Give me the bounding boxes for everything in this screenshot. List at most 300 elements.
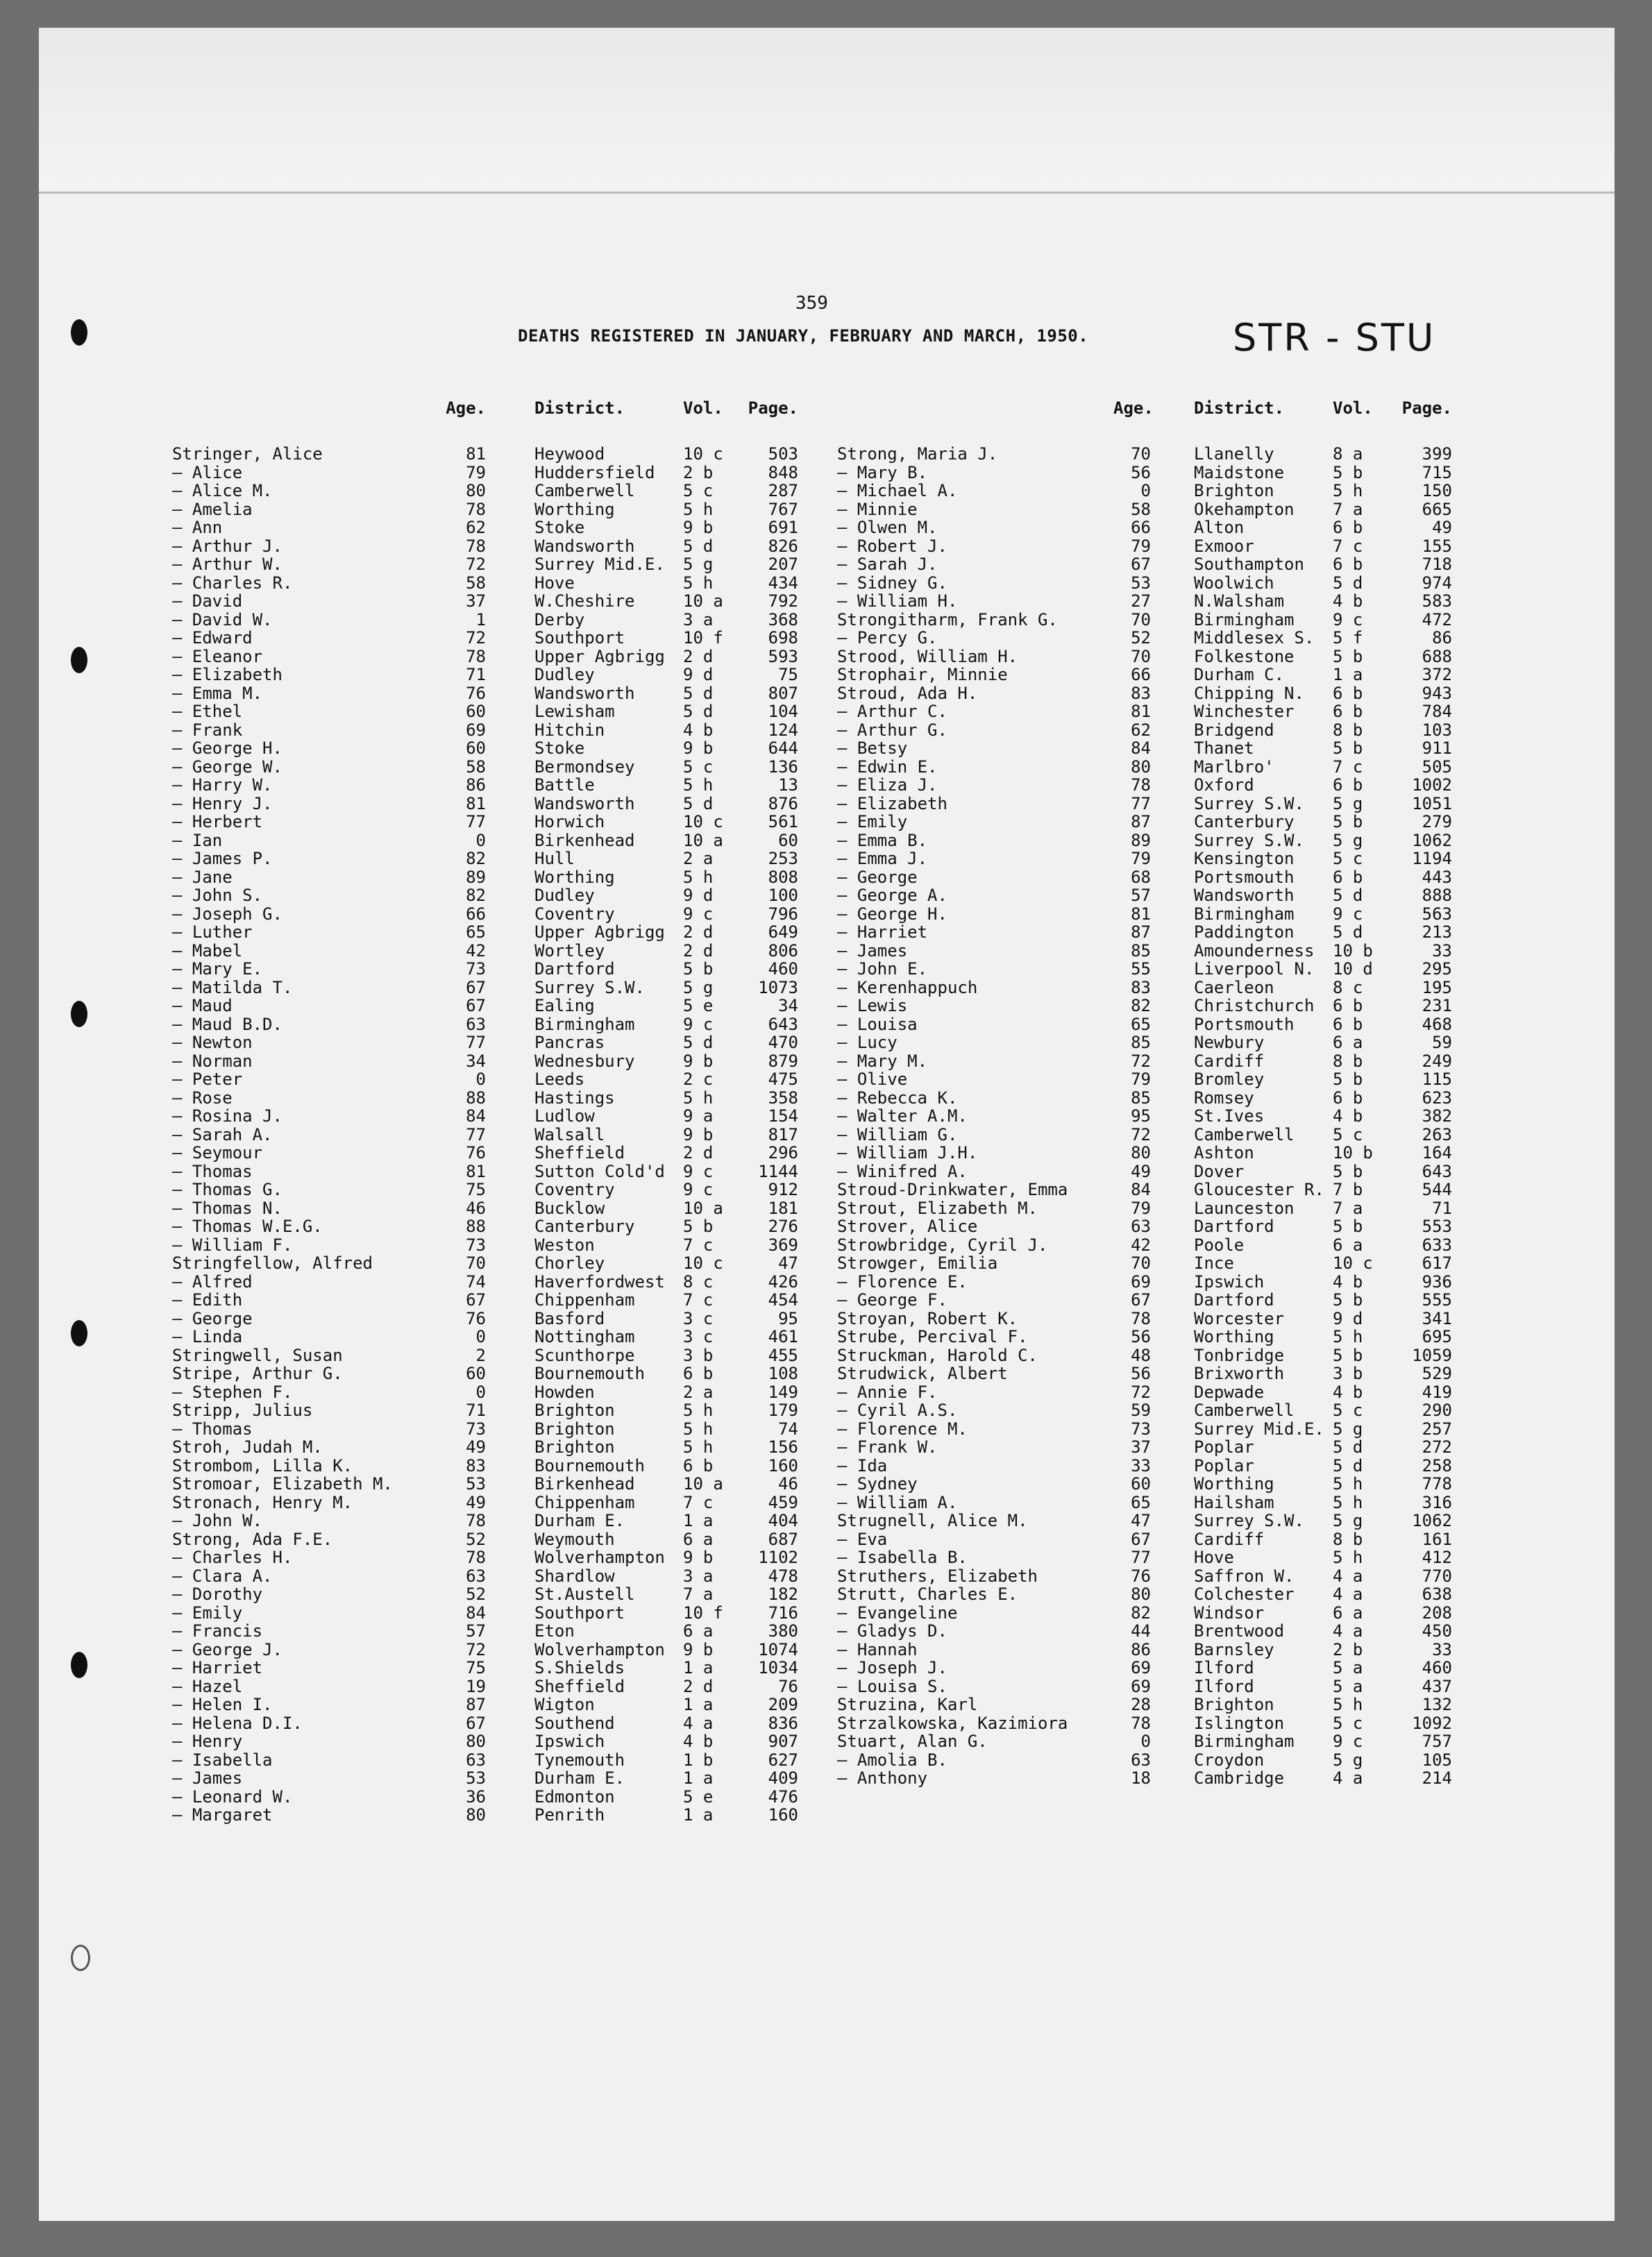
register-entry: [172, 1143, 804, 1162]
entry-page: 103: [1422, 720, 1452, 740]
entry-page: 468: [1422, 1014, 1452, 1034]
entry-age: 69: [1131, 1271, 1151, 1292]
register-entry: [172, 1621, 804, 1640]
entry-district: Okehampton: [1194, 499, 1295, 519]
register-entry: [172, 1346, 804, 1364]
register-entry: [837, 738, 1462, 757]
entry-name: — Mary M.: [837, 1051, 928, 1071]
entry-district: Saffron W.: [1194, 1566, 1295, 1586]
register-entry: [837, 1217, 1462, 1235]
entry-district: Basford: [534, 1308, 605, 1328]
entry-vol: 6 b: [1333, 702, 1363, 721]
entry-age: 84: [466, 1106, 486, 1126]
entry-page: 876: [768, 793, 798, 813]
entry-age: 79: [1131, 1198, 1151, 1218]
entry-age: 53: [466, 1768, 486, 1788]
register-entry: [837, 1640, 1462, 1659]
entry-page: 593: [768, 646, 798, 666]
entry-name: — Eliza J.: [837, 775, 938, 795]
entry-page: 207: [768, 555, 798, 574]
entry-name: — Emma B.: [837, 830, 928, 850]
entry-age: 78: [466, 1548, 486, 1567]
entry-page: 60: [778, 830, 798, 850]
entry-district: Surrey S.W.: [1194, 830, 1304, 850]
register-entry: [172, 1437, 804, 1456]
register-entry: [172, 1106, 804, 1125]
entry-age: 85: [1131, 940, 1151, 961]
register-entry: [837, 978, 1462, 997]
entry-name: — William A.: [837, 1492, 958, 1512]
entry-district: Bucklow: [534, 1198, 605, 1218]
left-column: [172, 398, 804, 1824]
entry-district: Sheffield: [534, 1143, 625, 1163]
entry-age: 79: [466, 462, 486, 482]
entry-page: 778: [1422, 1474, 1452, 1494]
entry-district: Chippenham: [534, 1492, 635, 1512]
entry-name: Strube, Percival F.: [837, 1327, 1028, 1346]
entry-age: 63: [1131, 1217, 1151, 1236]
entry-name: — Sarah A.: [172, 1124, 273, 1144]
entry-vol: 5 e: [683, 996, 714, 1015]
entry-page: 529: [1422, 1364, 1452, 1383]
entry-vol: 7 c: [683, 1290, 714, 1310]
entry-name: — Thomas G.: [172, 1180, 283, 1199]
entry-district: Paddington: [1194, 922, 1295, 942]
entry-district: Walsall: [534, 1124, 605, 1144]
entry-vol: 8 c: [683, 1271, 714, 1292]
entry-vol: 10 b: [1333, 1143, 1373, 1163]
entry-vol: 3 c: [683, 1308, 714, 1328]
entry-district: Camberwell: [1194, 1401, 1295, 1420]
entry-age: 71: [466, 665, 486, 684]
entry-district: Surrey S.W.: [1194, 1511, 1304, 1530]
entry-page: 358: [768, 1088, 798, 1108]
entry-vol: 5 d: [1333, 886, 1363, 905]
entry-district: Brighton: [1194, 481, 1274, 500]
entry-name: — Charles R.: [172, 573, 293, 593]
entry-page: 150: [1422, 481, 1452, 500]
entry-vol: 5 h: [683, 573, 714, 593]
register-entry: [837, 647, 1462, 666]
entry-page: 33: [1432, 940, 1452, 961]
register-entry: [837, 1530, 1462, 1548]
entry-vol: 5 g: [1333, 793, 1363, 813]
register-entry: [172, 463, 804, 482]
register-entry: [837, 610, 1462, 629]
entry-page: 470: [768, 1033, 798, 1052]
entry-age: 81: [466, 444, 486, 464]
register-entry: [172, 738, 804, 757]
register-entry: [837, 463, 1462, 482]
entry-age: 60: [466, 1364, 486, 1383]
entry-district: Chippenham: [534, 1290, 635, 1310]
register-entry: [172, 1714, 804, 1732]
entry-name: — Sydney: [837, 1474, 918, 1494]
entry-name: — Maud B.D.: [172, 1014, 283, 1034]
entry-vol: 10 d: [1333, 959, 1373, 979]
entry-vol: 2 d: [683, 1676, 714, 1696]
entry-district: N.Walsham: [1194, 591, 1285, 611]
entry-name: Struzina, Karl: [837, 1695, 978, 1714]
entry-district: Ilford: [1194, 1658, 1254, 1677]
entry-vol: 5 g: [1333, 830, 1363, 850]
entry-name: — Edith: [172, 1290, 243, 1310]
entry-vol: 7 a: [1333, 499, 1363, 519]
column-headers: [837, 398, 1462, 444]
entry-page: 912: [768, 1180, 798, 1199]
entry-district: Poplar: [1194, 1455, 1254, 1476]
entry-page: 1062: [1412, 1511, 1452, 1530]
entry-vol: 3 b: [1333, 1364, 1363, 1383]
entry-vol: 5 b: [1333, 812, 1363, 831]
entry-district: Penrith: [534, 1805, 605, 1825]
entry-page: 784: [1422, 702, 1452, 721]
entry-age: 87: [466, 1695, 486, 1714]
entry-name: — Helen I.: [172, 1695, 273, 1714]
entry-page: 276: [768, 1217, 798, 1236]
entry-page: 1074: [758, 1639, 798, 1659]
entry-name: Stroh, Judah M.: [172, 1437, 323, 1457]
entry-district: Brighton: [534, 1419, 615, 1439]
entry-name: — Eva: [837, 1529, 888, 1549]
entry-age: 0: [475, 830, 486, 850]
entry-name: — Peter: [172, 1070, 243, 1089]
entry-page: 757: [1422, 1732, 1452, 1751]
register-entry: [837, 628, 1462, 647]
entry-name: — Emma J.: [837, 849, 928, 868]
entry-age: 69: [1131, 1676, 1151, 1696]
entry-age: 84: [1131, 738, 1151, 758]
entry-page: 105: [1422, 1750, 1452, 1770]
entry-district: Southend: [534, 1713, 615, 1733]
register-entry: [837, 1383, 1462, 1401]
header-age: Age.: [1113, 398, 1154, 418]
entry-page: 443: [1422, 867, 1452, 887]
entry-vol: 5 b: [1333, 1290, 1363, 1310]
surname-range: STR - STU: [1233, 316, 1436, 360]
entry-district: Wandsworth: [534, 683, 635, 703]
entry-district: Brighton: [534, 1437, 615, 1457]
entry-age: 79: [1131, 1070, 1151, 1089]
entry-vol: 5 h: [1333, 1492, 1363, 1512]
entry-age: 69: [466, 720, 486, 740]
entry-district: Middlesex S.: [1194, 628, 1315, 648]
entry-age: 87: [1131, 922, 1151, 942]
entry-page: 155: [1422, 536, 1452, 556]
entry-age: 72: [466, 628, 486, 648]
entry-page: 231: [1422, 996, 1452, 1015]
entry-page: 583: [1422, 591, 1452, 611]
entry-vol: 10 c: [683, 444, 723, 464]
right-column: [837, 398, 1462, 1787]
register-entry: [172, 1015, 804, 1033]
entry-age: 70: [466, 1253, 486, 1273]
entry-page: 369: [768, 1235, 798, 1255]
entry-name: — Kerenhappuch: [837, 977, 978, 997]
entry-age: 56: [1131, 1364, 1151, 1383]
entry-vol: 6 b: [1333, 996, 1363, 1015]
entry-age: 81: [1131, 702, 1151, 721]
entry-vol: 8 a: [1333, 444, 1363, 464]
register-entry: [172, 941, 804, 960]
entry-vol: 2 d: [683, 922, 714, 942]
entry-vol: 9 b: [683, 518, 714, 537]
entry-name: — Linda: [172, 1327, 243, 1346]
entry-vol: 4 b: [683, 720, 714, 740]
entry-district: Worthing: [534, 499, 615, 519]
entry-age: 60: [466, 738, 486, 758]
entry-district: Upper Agbrigg: [534, 922, 665, 942]
entry-page: 1194: [1412, 849, 1452, 868]
entry-name: Stroud-Drinkwater, Emma: [837, 1180, 1068, 1199]
entry-age: 44: [1131, 1621, 1151, 1641]
entry-district: Surrey S.W.: [534, 977, 645, 997]
entry-page: 688: [1422, 646, 1452, 666]
entry-vol: 5 d: [683, 1033, 714, 1052]
entry-vol: 10 a: [683, 591, 723, 611]
entry-district: Bromley: [1194, 1070, 1265, 1089]
entry-age: 85: [1131, 1033, 1151, 1052]
entry-vol: 10 a: [683, 830, 723, 850]
entry-page: 181: [768, 1198, 798, 1218]
entry-name: — Evangeline: [837, 1603, 958, 1623]
entry-district: Sheffield: [534, 1676, 625, 1696]
entry-vol: 2 b: [683, 462, 714, 482]
entry-vol: 9 d: [1333, 1308, 1363, 1328]
entry-vol: 6 a: [1333, 1603, 1363, 1623]
entry-name: — Harriet: [172, 1658, 263, 1677]
punch-hole: [71, 1320, 87, 1346]
entry-page: 544: [1422, 1180, 1452, 1199]
entry-vol: 5 b: [1333, 1070, 1363, 1089]
entry-page: 179: [768, 1401, 798, 1420]
entry-name: — Elizabeth: [172, 665, 283, 684]
entry-age: 80: [466, 1732, 486, 1751]
entry-age: 78: [466, 499, 486, 519]
entry-page: 209: [768, 1695, 798, 1714]
register-entry: [172, 1640, 804, 1659]
entry-vol: 5 b: [1333, 646, 1363, 666]
entry-vol: 5 h: [1333, 1474, 1363, 1494]
entry-page: 95: [778, 1308, 798, 1328]
entry-district: Surrey Mid.E.: [534, 555, 665, 574]
entry-vol: 3 b: [683, 1345, 714, 1365]
entry-age: 78: [466, 646, 486, 666]
entry-district: Sutton Cold'd: [534, 1161, 665, 1181]
entry-page: 59: [1432, 1033, 1452, 1052]
entry-name: Stronach, Henry M.: [172, 1492, 353, 1512]
register-entry: [172, 555, 804, 573]
entry-age: 95: [1131, 1106, 1151, 1126]
register-entry: [837, 849, 1462, 868]
entry-vol: 6 b: [1333, 1088, 1363, 1108]
entry-district: Hove: [1194, 1548, 1234, 1567]
entry-name: — Edward: [172, 628, 253, 648]
entry-page: 848: [768, 462, 798, 482]
entry-vol: 7 a: [683, 1584, 714, 1604]
entry-name: — Maud: [172, 996, 233, 1015]
register-entry: [837, 1180, 1462, 1199]
register-entry: [837, 665, 1462, 684]
entry-district: Wednesbury: [534, 1051, 635, 1071]
register-entry: [837, 1732, 1462, 1750]
entry-age: 33: [1131, 1455, 1151, 1476]
entry-name: — George H.: [172, 738, 283, 758]
entry-district: Portsmouth: [1194, 1014, 1295, 1034]
register-entry: [172, 1364, 804, 1383]
register-entry: [172, 1290, 804, 1309]
header-district: District.: [1194, 398, 1285, 418]
entry-page: 687: [768, 1529, 798, 1549]
entry-vol: 10 b: [1333, 940, 1373, 961]
entry-page: 47: [778, 1253, 798, 1273]
register-page: [39, 28, 1615, 2221]
entry-vol: 4 a: [1333, 1584, 1363, 1604]
entry-vol: 6 b: [1333, 1014, 1363, 1034]
entry-page: 426: [768, 1271, 798, 1292]
entry-age: 81: [466, 1161, 486, 1181]
entry-age: 76: [1131, 1566, 1151, 1586]
entry-district: Battle: [534, 775, 595, 795]
entry-vol: 10 c: [683, 812, 723, 831]
entry-district: Worthing: [534, 867, 615, 887]
entry-district: Camberwell: [1194, 1124, 1295, 1144]
entry-district: Coventry: [534, 1180, 615, 1199]
entry-district: Nottingham: [534, 1327, 635, 1346]
entry-age: 73: [466, 1235, 486, 1255]
register-entry: [837, 1272, 1462, 1291]
entry-page: 665: [1422, 499, 1452, 519]
entry-page: 475: [768, 1070, 798, 1089]
entry-page: 836: [768, 1713, 798, 1733]
entry-age: 67: [1131, 555, 1151, 574]
entry-page: 792: [768, 591, 798, 611]
header-district: District.: [534, 398, 625, 418]
entry-age: 58: [466, 756, 486, 777]
register-entry: [837, 1566, 1462, 1585]
entry-district: Stoke: [534, 518, 585, 537]
entry-name: — Arthur J.: [172, 536, 283, 556]
entry-name: — Hannah: [837, 1639, 918, 1659]
entry-district: Woolwich: [1194, 573, 1274, 593]
entry-vol: 6 b: [1333, 555, 1363, 574]
entry-name: — Olive: [837, 1070, 908, 1089]
register-entry: [172, 1327, 804, 1346]
register-entry: [172, 1125, 804, 1144]
entry-name: — James: [172, 1768, 243, 1788]
register-entry: [172, 1695, 804, 1714]
entry-name: Strophair, Minnie: [837, 665, 1008, 684]
entry-page: 907: [768, 1732, 798, 1751]
entry-name: — William H.: [837, 591, 958, 611]
entry-name: — Lewis: [837, 996, 908, 1015]
entry-age: 36: [466, 1786, 486, 1807]
entry-age: 84: [1131, 1180, 1151, 1199]
entry-district: Depwade: [1194, 1382, 1265, 1402]
register-entry: [172, 1732, 804, 1750]
entry-name: Strowger, Emilia: [837, 1253, 998, 1273]
entry-age: 76: [466, 1143, 486, 1163]
entry-name: — Winifred A.: [837, 1161, 968, 1181]
entry-name: — Louisa S.: [837, 1676, 947, 1696]
entry-page: 154: [768, 1106, 798, 1126]
entry-page: 770: [1422, 1566, 1452, 1586]
register-entry: [837, 500, 1462, 518]
entry-name: — Arthur G.: [837, 720, 947, 740]
entry-district: Eton: [534, 1621, 575, 1641]
entry-page: 1062: [1412, 830, 1452, 850]
entry-vol: 5 c: [683, 756, 714, 777]
entry-vol: 5 g: [683, 555, 714, 574]
entry-name: — Thomas: [172, 1419, 253, 1439]
register-entry: [837, 1309, 1462, 1328]
scan-top-band: [39, 28, 1615, 194]
entry-age: 52: [466, 1529, 486, 1549]
entry-vol: 5 e: [683, 1786, 714, 1807]
entry-vol: 5 b: [1333, 462, 1363, 482]
entry-page: 796: [768, 904, 798, 924]
register-entry: [172, 959, 804, 978]
register-entry: [837, 1677, 1462, 1696]
entry-name: — Thomas: [172, 1161, 253, 1181]
entry-name: — Isabella: [172, 1750, 273, 1770]
entry-age: 72: [1131, 1124, 1151, 1144]
entry-age: 62: [466, 518, 486, 537]
punch-hole: [71, 319, 87, 346]
entry-vol: 5 d: [1333, 1437, 1363, 1457]
entry-district: Pancras: [534, 1033, 605, 1052]
register-entry: [172, 500, 804, 518]
register-entry: [172, 1180, 804, 1199]
punch-hole: [71, 647, 87, 673]
entry-age: 67: [1131, 1529, 1151, 1549]
entry-page: 555: [1422, 1290, 1452, 1310]
entry-age: 76: [466, 683, 486, 703]
entry-vol: 2 a: [683, 849, 714, 868]
register-entry: [837, 831, 1462, 849]
entry-name: — Walter A.M.: [837, 1106, 968, 1126]
entry-age: 42: [466, 940, 486, 961]
entry-page: 716: [768, 1603, 798, 1623]
entry-vol: 5 a: [1333, 1676, 1363, 1696]
entry-name: — Rebecca K.: [837, 1088, 958, 1108]
entry-district: Heywood: [534, 444, 605, 464]
entry-vol: 10 a: [683, 1198, 723, 1218]
entry-page: 460: [1422, 1658, 1452, 1677]
entry-name: — Gladys D.: [837, 1621, 947, 1641]
entry-district: Durham E.: [534, 1768, 625, 1788]
entry-age: 65: [466, 922, 486, 942]
entry-age: 56: [1131, 1327, 1151, 1346]
entry-district: Oxford: [1194, 775, 1254, 795]
register-entry: [837, 1401, 1462, 1419]
entry-district: Stoke: [534, 738, 585, 758]
entry-page: 644: [768, 738, 798, 758]
entry-page: 316: [1422, 1492, 1452, 1512]
entry-age: 66: [1131, 518, 1151, 537]
entry-district: St.Ives: [1194, 1106, 1265, 1126]
entry-age: 58: [466, 573, 486, 593]
entry-age: 80: [1131, 756, 1151, 777]
entry-district: Weymouth: [534, 1529, 615, 1549]
entry-age: 70: [1131, 609, 1151, 629]
entry-age: 72: [466, 555, 486, 574]
register-entry: [172, 1677, 804, 1696]
entry-name: — Emma M.: [172, 683, 263, 703]
entry-district: Cambridge: [1194, 1768, 1285, 1788]
entry-age: 79: [1131, 536, 1151, 556]
entry-district: Ashton: [1194, 1143, 1254, 1163]
